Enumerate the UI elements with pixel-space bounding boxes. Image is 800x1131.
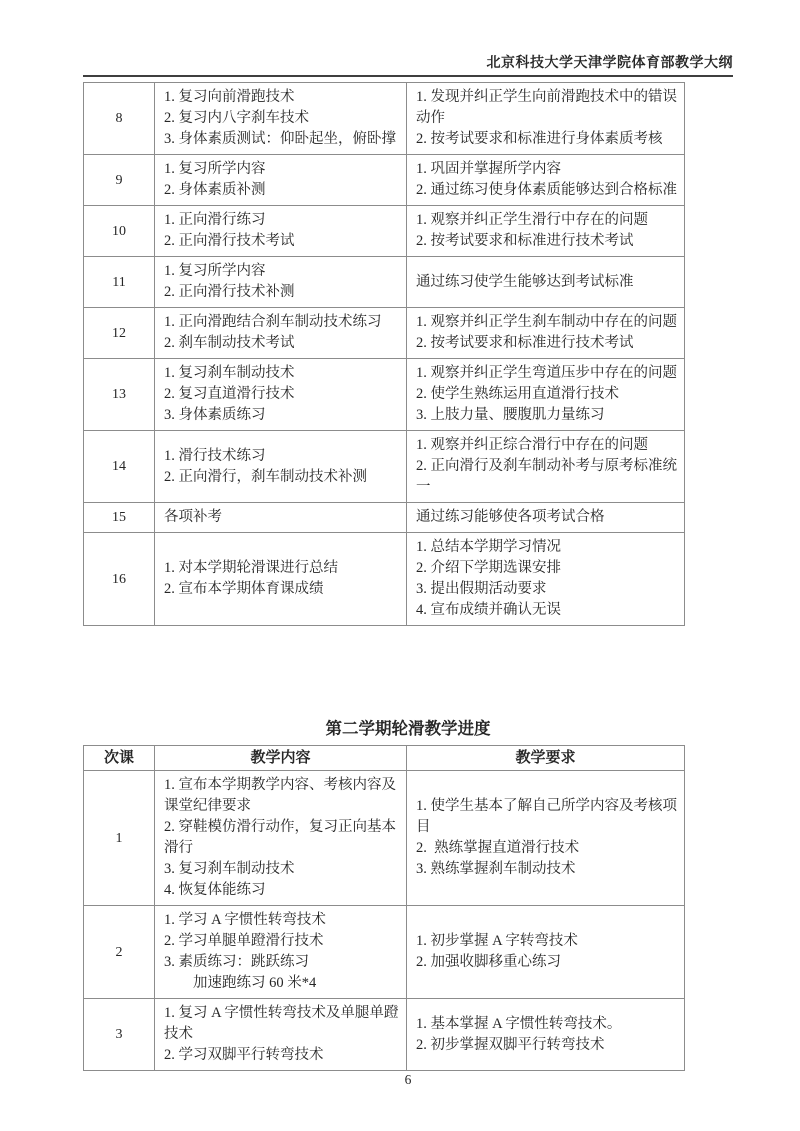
content-line: 3. 身体素质测试：仰卧起坐，俯卧撑 (164, 131, 396, 147)
page-number: 6 (404, 1072, 412, 1087)
lesson-number-cell: 15 (84, 503, 155, 533)
requirement-line: 2. 按考试要求和标准进行技术考试 (416, 233, 634, 249)
requirement-cell (407, 359, 685, 431)
content-line: 1. 复习 A 字惯性转弯技术及单腿单蹬技术 (164, 1005, 399, 1042)
content-cell (155, 206, 407, 257)
table-row (84, 999, 685, 1071)
requirement-cell (407, 83, 685, 155)
requirement-line: 2. 初步掌握双脚平行转弯技术 (416, 1036, 605, 1053)
requirement-line: 2. 通过练习使身体素质能够达到合格标准 (416, 182, 677, 198)
section-title: 第二学期轮滑教学进度 (325, 719, 491, 738)
content-cell (155, 431, 407, 503)
table-row (84, 359, 685, 431)
requirement-line: 1. 基本掌握 A 字惯性转弯技术。 (416, 1015, 622, 1032)
requirement-line: 通过练习使学生能够达到考试标准 (416, 273, 634, 290)
requirement-line: 1. 观察并纠正学生滑行中存在的问题 (416, 212, 648, 228)
requirement-line: 2. 按考试要求和标准进行技术考试 (416, 335, 634, 351)
requirement-line: 1. 观察并纠正学生弯道压步中存在的问题 (416, 365, 677, 381)
content-cell (155, 155, 407, 206)
requirement-cell (407, 999, 685, 1071)
requirement-line: 1. 初步掌握 A 字转弯技术 (416, 933, 578, 949)
content-line: 1. 复习向前滑跑技术 (164, 89, 295, 105)
lesson-number-cell: 2 (84, 906, 155, 999)
lesson-number-cell: 16 (84, 533, 155, 626)
lesson-number-cell: 11 (84, 257, 155, 308)
requirement-line: 1. 观察并纠正学生刹车制动中存在的问题 (416, 314, 677, 330)
content-line: 2. 正向滑行技术考试 (164, 233, 295, 249)
lesson-number-cell: 14 (84, 431, 155, 503)
column-header-requirements: 教学要求 (407, 746, 685, 771)
requirement-line: 1. 巩固并掌握所学内容 (416, 161, 561, 177)
content-line: 各项补考 (164, 509, 222, 525)
content-line: 加速跑练习 60 米*4 (164, 975, 317, 991)
content-line: 3. 素质练习：跳跃练习 (164, 954, 309, 970)
content-line: 2. 学习单腿单蹬滑行技术 (164, 933, 324, 949)
content-line: 1. 正向滑跑结合刹车制动技术练习 (164, 314, 382, 330)
lesson-number-cell: 12 (84, 308, 155, 359)
schedule-table-semester2 (83, 745, 685, 1071)
requirement-line: 2. 正向滑行及刹车制动补考与原考标准统一 (416, 458, 677, 495)
table-row (84, 257, 685, 308)
content-cell (155, 771, 407, 906)
content-line: 1. 复习刹车制动技术 (164, 365, 295, 381)
requirement-line: 2. 按考试要求和标准进行身体素质考核 (416, 131, 663, 147)
lesson-number-cell: 13 (84, 359, 155, 431)
content-line: 1. 正向滑行练习 (164, 212, 266, 228)
lesson-number-cell: 3 (84, 999, 155, 1071)
requirement-line: 2. 加强收脚移重心练习 (416, 954, 561, 970)
requirement-cell (407, 906, 685, 999)
content-line: 1. 宣布本学期教学内容、考核内容及课堂纪律要求 (164, 777, 396, 814)
content-line: 2. 身体素质补测 (164, 182, 266, 198)
requirement-line: 1. 总结本学期学习情况 (416, 539, 561, 555)
content-line: 3. 身体素质练习 (164, 407, 266, 423)
requirement-line: 3. 熟练掌握刹车制动技术 (416, 861, 576, 877)
requirement-line: 2. 熟练掌握直道滑行技术 (416, 840, 580, 856)
lesson-number-cell: 1 (84, 771, 155, 906)
table-header-row (84, 746, 685, 771)
content-cell (155, 83, 407, 155)
content-line: 2. 正向滑行技术补测 (164, 284, 295, 300)
requirement-cell (407, 257, 685, 308)
lesson-number-cell: 8 (84, 83, 155, 155)
requirement-line: 2. 介绍下学期选课安排 (416, 560, 561, 576)
content-cell (155, 257, 407, 308)
requirement-line: 3. 上肢力量、腰腹肌力量练习 (416, 407, 605, 423)
content-line: 2. 复习内八字刹车技术 (164, 110, 309, 126)
content-cell (155, 999, 407, 1071)
content-line: 1. 滑行技术练习 (164, 447, 266, 464)
table-row (84, 83, 685, 155)
content-line: 2. 穿鞋模仿滑行动作，复习正向基本滑行 (164, 819, 396, 856)
content-cell (155, 308, 407, 359)
content-cell (155, 906, 407, 999)
requirement-line: 1. 发现并纠正学生向前滑跑技术中的错误动作 (416, 89, 677, 126)
content-line: 1. 学习 A 字惯性转弯技术 (164, 912, 326, 928)
content-line: 2. 宣布本学期体育课成绩 (164, 581, 324, 597)
schedule-table-semester1 (83, 82, 685, 626)
content-line: 2. 学习双脚平行转弯技术 (164, 1047, 324, 1063)
table-row (84, 503, 685, 533)
requirement-line: 3. 提出假期活动要求 (416, 581, 547, 597)
content-line: 1. 复习所学内容 (164, 161, 266, 177)
column-header-lesson: 次课 (84, 746, 155, 771)
content-cell (155, 533, 407, 626)
requirement-line: 2. 使学生熟练运用直道滑行技术 (416, 386, 619, 402)
requirement-cell (407, 155, 685, 206)
content-line: 1. 复习所学内容 (164, 263, 266, 279)
table-row (84, 155, 685, 206)
requirement-cell (407, 771, 685, 906)
doc-header-title: 北京科技大学天津学院体育部教学大纲 (83, 56, 733, 77)
requirement-cell (407, 431, 685, 503)
content-cell (155, 359, 407, 431)
requirement-line: 1. 观察并纠正综合滑行中存在的问题 (416, 437, 648, 453)
content-line: 3. 复习刹车制动技术 (164, 861, 295, 877)
requirement-cell (407, 503, 685, 533)
lesson-number-cell: 10 (84, 206, 155, 257)
content-line: 2. 刹车制动技术考试 (164, 335, 295, 351)
requirement-line: 1. 使学生基本了解自己所学内容及考核项目 (416, 798, 677, 835)
requirement-cell (407, 308, 685, 359)
table-row (84, 431, 685, 503)
table-row (84, 308, 685, 359)
requirement-cell (407, 206, 685, 257)
table-row (84, 206, 685, 257)
content-line: 2. 正向滑行，刹车制动技术补测 (164, 468, 367, 485)
table-row (84, 771, 685, 906)
column-header-content: 教学内容 (155, 746, 407, 771)
content-line: 4. 恢复体能练习 (164, 882, 266, 898)
content-line: 1. 对本学期轮滑课进行总结 (164, 560, 338, 576)
table-row (84, 906, 685, 999)
lesson-number-cell: 9 (84, 155, 155, 206)
content-line: 2. 复习直道滑行技术 (164, 386, 295, 402)
requirement-line: 4. 宣布成绩并确认无误 (416, 602, 561, 618)
requirement-line: 通过练习能够使各项考试合格 (416, 509, 605, 525)
table-row (84, 533, 685, 626)
content-cell (155, 503, 407, 533)
requirement-cell (407, 533, 685, 626)
